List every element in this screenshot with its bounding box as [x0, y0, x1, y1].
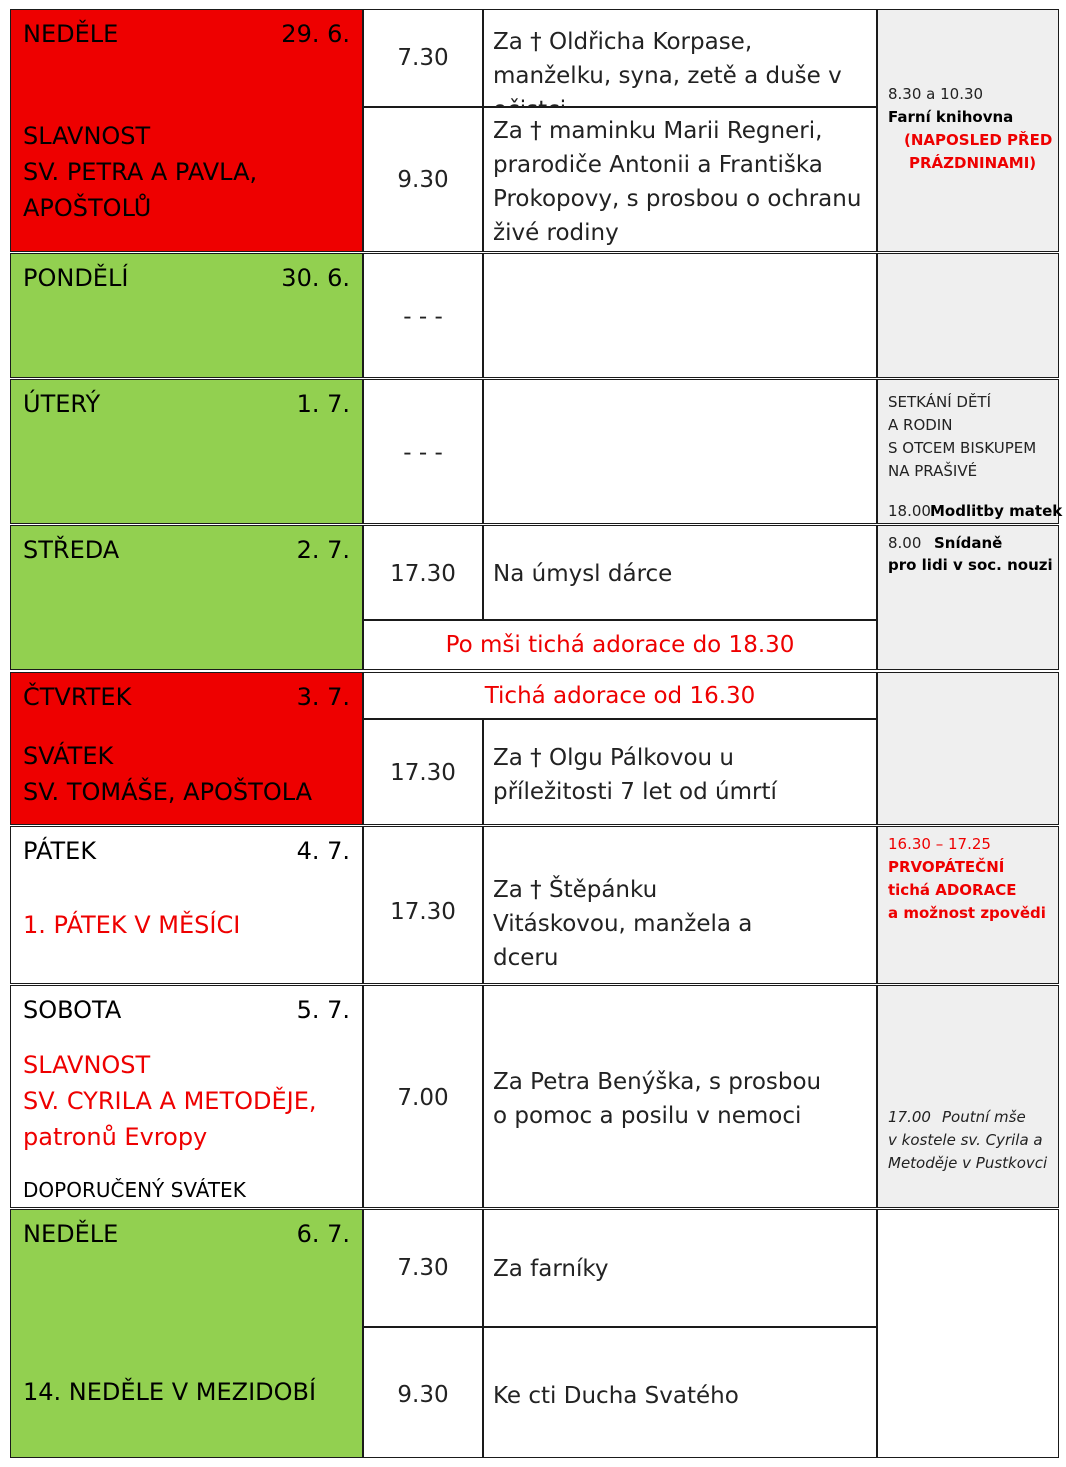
note-cell [877, 525, 1059, 670]
mass-intention: Za † Olgu Pálkovou u příležitosti 7 let od úmrtí [493, 745, 777, 805]
note-time: 18.00 [888, 502, 931, 520]
mass-time-cell [363, 379, 483, 524]
feast-line: SV. TOMÁŠE, APOŠTOLA [23, 778, 313, 806]
note-line: SETKÁNÍ DĚTÍ [888, 393, 992, 411]
feast-line: SLAVNOST [23, 122, 151, 150]
feast-line: SLAVNOST [23, 1051, 151, 1079]
note-line: S OTCEM BISKUPEM [888, 439, 1037, 457]
day-date: 2. 7. [296, 536, 350, 564]
day-cell-thursday-jul3 [10, 672, 363, 825]
note-cell [877, 1209, 1059, 1458]
mass-intention-cell [483, 985, 877, 1208]
feast-line: SVÁTEK [23, 742, 114, 770]
adoration-cell [363, 620, 877, 670]
note-cell [877, 9, 1059, 252]
day-name: ÚTERÝ [23, 390, 101, 418]
day-date: 4. 7. [296, 837, 350, 865]
mass-time: 7.00 [397, 1085, 449, 1111]
feast-line: APOŠTOLŮ [23, 194, 152, 222]
mass-time: 9.30 [397, 167, 449, 193]
day-name: PONDĚLÍ [23, 264, 129, 292]
day-name: NEDĚLE [23, 1220, 119, 1248]
mass-intention-cell [483, 719, 877, 825]
mass-time: - - - [403, 440, 443, 466]
day-cell-sunday-jul6 [10, 1209, 363, 1458]
mass-time-cell [363, 985, 483, 1208]
day-cell-tuesday-jul1 [10, 379, 363, 524]
mass-time-cell [363, 9, 483, 107]
mass-intention-cell [483, 525, 877, 620]
note-cell [877, 253, 1059, 378]
day-cell-sunday-jun29 [10, 9, 363, 252]
day-name: SOBOTA [23, 996, 122, 1024]
adoration-note: Tichá adorace od 16.30 [484, 683, 756, 709]
note-cell [877, 672, 1059, 825]
note-highlight: PRÁZDNINAMI) [909, 154, 1037, 172]
mass-time: 17.30 [390, 561, 456, 587]
day-name: PÁTEK [23, 837, 97, 865]
note-time: 17.00 [888, 1108, 931, 1126]
mass-time-cell [363, 253, 483, 378]
day-cell-saturday-jul5 [10, 985, 363, 1208]
mass-time: 17.30 [390, 760, 456, 786]
mass-intention-cell [483, 826, 877, 984]
day-cell-monday-jun30 [10, 253, 363, 378]
mass-time-cell [363, 1327, 483, 1458]
feast-line: 14. NEDĚLE V MEZIDOBÍ [23, 1378, 317, 1406]
mass-intention-cell [483, 1209, 877, 1327]
mass-intention-cell [483, 1327, 877, 1458]
mass-intention-cell [483, 107, 877, 252]
day-date: 29. 6. [281, 20, 350, 48]
day-cell-friday-jul4 [10, 826, 363, 984]
note-line: Metoděje v Pustkovci [888, 1154, 1048, 1172]
feast-rank: DOPORUČENÝ SVÁTEK [23, 1178, 246, 1202]
mass-intention: Za † Oldřicha Korpase, manželku, syna, zetě a duše v [493, 29, 842, 89]
adoration-note: Po mši tichá adorace do 18.30 [445, 632, 795, 658]
mass-time: 7.30 [397, 45, 449, 71]
day-name: ČTVRTEK [23, 683, 132, 711]
feast-line: SV. PETRA A PAVLA, [23, 158, 258, 186]
mass-time: 17.30 [390, 899, 456, 925]
note-line: a možnost zpovědi [888, 904, 1046, 922]
note-cell [877, 985, 1059, 1208]
note-title: Farní knihovna [888, 108, 1014, 126]
day-name: NEDĚLE [23, 20, 119, 48]
mass-time-cell [363, 826, 483, 984]
day-date: 1. 7. [296, 390, 350, 418]
mass-time-cell [363, 107, 483, 252]
mass-intention: Za farníky [493, 1256, 609, 1282]
note-line: v kostele sv. Cyrila a [888, 1131, 1043, 1149]
note-highlight: (NAPOSLED PŘED [904, 131, 1053, 149]
mass-intention: Za † maminku Marii Regneri, prarodiče Antonii a Františka Prokopovy, s prosbou o ochranu živé rodiny [493, 118, 862, 246]
note-cell [877, 379, 1063, 524]
feast-line: 1. PÁTEK V MĚSÍCI [23, 911, 241, 939]
note-title: Modlitby matek [930, 502, 1063, 520]
mass-intention-cell [483, 379, 877, 524]
note-time: 8.00 [888, 534, 922, 552]
note-cell [877, 826, 1059, 984]
note-time: 16.30 – 17.25 [888, 835, 991, 853]
mass-intention-cell [483, 9, 877, 107]
feast-line: SV. CYRILA A METODĚJE, [23, 1087, 317, 1115]
mass-intention: Ke cti Ducha Svatého [493, 1383, 739, 1409]
mass-intention: Za † Štěpánku Vitáskovou, manžela a dceru [493, 877, 753, 971]
note-line: A RODIN [888, 416, 953, 434]
note-subtitle: pro lidi v soc. nouzi [888, 556, 1053, 574]
mass-time: - - - [403, 304, 443, 330]
day-name: STŘEDA [23, 536, 120, 564]
adoration-cell [363, 672, 877, 719]
note-line: PRVOPÁTEČNÍ [888, 858, 1005, 876]
feast-line: patronů Evropy [23, 1123, 208, 1151]
mass-intention: Na úmysl dárce [493, 561, 673, 587]
note-line: Poutní mše [942, 1108, 1026, 1126]
note-line: NA PRAŠIVÉ [888, 462, 978, 480]
note-line: tichá ADORACE [888, 881, 1017, 899]
mass-time-cell [363, 719, 483, 825]
mass-time-cell [363, 525, 483, 620]
day-date: 3. 7. [296, 683, 350, 711]
day-date: 30. 6. [281, 264, 350, 292]
mass-intention: Za Petra Benýška, s prosbou o pomoc a posilu v nemoci [493, 1069, 822, 1129]
day-date: 5. 7. [296, 996, 350, 1024]
mass-time-cell [363, 1209, 483, 1327]
note-time: 8.30 a 10.30 [888, 85, 984, 103]
day-cell-wednesday-jul2 [10, 525, 363, 670]
mass-time: 7.30 [397, 1255, 449, 1281]
mass-intention-cell [483, 253, 877, 378]
mass-time: 9.30 [397, 1382, 449, 1408]
note-title: Snídaně [934, 534, 1003, 552]
day-date: 6. 7. [296, 1220, 350, 1248]
